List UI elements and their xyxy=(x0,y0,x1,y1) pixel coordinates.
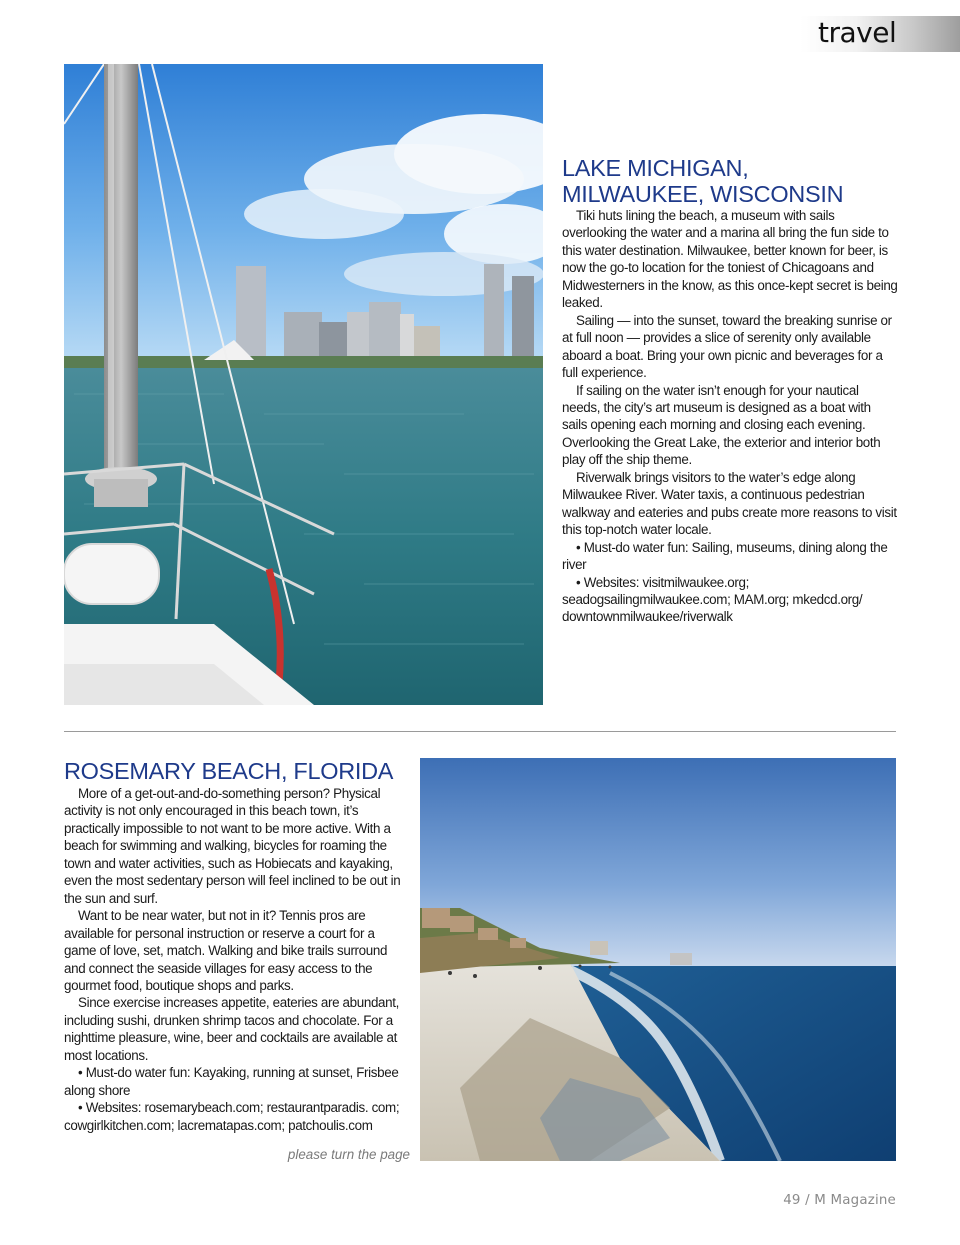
paragraph: Want to be near water, but not in it? Tennis pros are available for personal instruction or reserve a court for a game of love, set, match. Walking and bike trails surround and connect the seaside villages for easy access to the gourmet food, boutique shops and parks. xyxy=(64,908,388,993)
article-rosemary xyxy=(64,757,409,1134)
bullet-item: • Websites: rosemarybeach.com; restaurantparadis. com; cowgirlkitchen.com; lacrematapas.com; patchoulis.com xyxy=(64,1100,400,1133)
paragraph: Riverwalk brings visitors to the water’s edge along Milwaukee River. Water taxis, a continuous pedestrian walkway and eateries and pubs create more reasons to visit this top-notch water locale. xyxy=(562,469,897,538)
paragraph: Since exercise increases appetite, eateries are abundant, including sushi, drunken shrimp tacos and chocolate. For a nighttime pleasure, wine, beer and cocktails are available at most locations. xyxy=(64,995,399,1063)
headline-rosemary: ROSEMARY BEACH, FLORIDA xyxy=(64,758,394,784)
section-divider xyxy=(64,731,896,732)
bullet-item: • Must-do water fun: Kayaking, running at sunset, Frisbee along shore xyxy=(64,1065,399,1098)
section-tab xyxy=(800,16,960,52)
paragraph: Tiki huts lining the beach, a museum with sails overlooking the water and a marina all bring the fun side to this water destination. Milwaukee, better known for beer, is now the go-to location for the toniest of Chicagoans and Midwesterners in the know, as this once-kept secret is being leaked. xyxy=(562,208,898,311)
rosemary-beach-photo xyxy=(420,758,896,1161)
headline-milwaukee-line2: MILWAUKEE, WISCONSIN xyxy=(562,181,844,207)
headline-milwaukee-line1: LAKE MICHIGAN, xyxy=(562,155,749,181)
section-label: travel xyxy=(818,16,897,49)
paragraph: Sailing — into the sunset, toward the breaking sunrise or at full noon — provides a slice of serenity only available aboard a boat. Bring your own picnic and beverages for a full experience. xyxy=(562,312,892,381)
article-milwaukee xyxy=(562,155,898,626)
body-rosemary xyxy=(64,785,409,1134)
body-milwaukee xyxy=(562,207,898,626)
headline-milwaukee xyxy=(562,155,898,207)
page-folio: 49 / M Magazine xyxy=(783,1193,896,1208)
paragraph: If sailing on the water isn’t enough for your nautical needs, the city’s art museum is designed as a boat with sails opening each morning and closing each evening. Overlooking the Great Lake, the exterior and interior both play off the ship theme. xyxy=(562,382,881,468)
turn-page-note: please turn the page xyxy=(287,1147,410,1162)
paragraph: More of a get-out-and-do-something person? Physical activity is not only encouraged in this beach town, it’s practically impossible to not want to be more active. With a beach for swimming and walking, bicycles for roaming the town and water activities, such as Hobiecats and kayaking, even the most sedentary person will feel inclined to be out in the sun and surf. xyxy=(64,786,401,906)
bullet-item: • Must-do water fun: Sailing, museums, dining along the river xyxy=(562,539,888,573)
milwaukee-sailboat-photo xyxy=(64,64,543,705)
bullet-item: • Websites: visitmilwaukee.org; seadogsailingmilwaukee.com; MAM.org; mkedcd.org/ downtownmilwaukee/riverwalk xyxy=(562,574,863,625)
